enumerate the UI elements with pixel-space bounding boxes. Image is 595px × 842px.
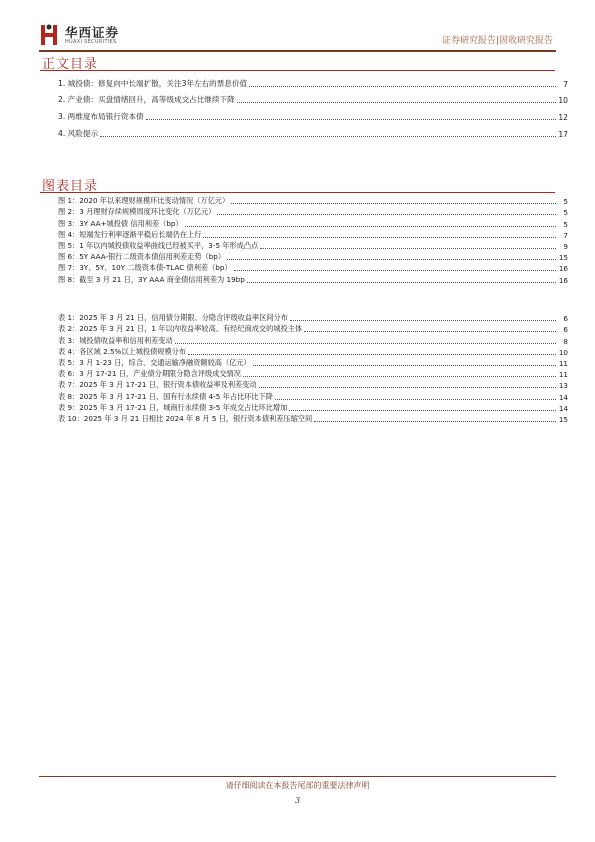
leader-dots [234,270,556,271]
figure-entry-title: 图 1：2020 年以来理财规模环比变动情况（万亿元） [58,196,230,206]
table-entry-title: 表 3：城投债收益率和信用利差变动 [58,335,173,345]
leader-dots [314,421,556,422]
leader-dots [290,320,556,321]
toc-entry-page: 10 [558,96,568,106]
footer-divider [39,776,556,777]
figure-entry-page: 5 [563,208,568,218]
figure-entry-page: 16 [558,275,568,285]
report-type-tag: 证券研究报告|固收研究报告 [441,36,553,46]
figure-entry-title: 图 4：短端发行利率逐渐平稳后长端仍在上行 [58,229,202,239]
figure-entry[interactable] [58,273,568,284]
toc-entry-title: 1. 城投债：修复向中长端扩散，关注3年左右的票息价值 [58,78,248,88]
huaxi-logo-icon [39,22,61,48]
leader-dots [247,282,556,283]
table-entry-page: 11 [558,358,568,368]
table-entry-title: 表 7：2025 年 3 月 17-21 日，银行资本债收益率及利差变动 [58,380,257,390]
leader-dots [227,259,556,260]
toc-entry[interactable] [58,122,568,139]
figure-entry[interactable] [58,251,568,262]
leader-dots [217,214,556,215]
figure-entry-page: 9 [563,241,568,251]
table-entry-page: 6 [563,314,568,324]
figure-entry-title: 图 3：3Y AA+城投债 信用利差（bp） [58,218,183,228]
leader-dots [231,203,556,204]
toc-entry-page: 17 [558,129,568,139]
figure-entry-page: 7 [563,230,568,240]
toc-section-divider [40,70,555,71]
toc-entry-page: 7 [563,79,568,89]
table-entry-page: 13 [558,381,568,391]
table-entry-page: 11 [558,370,568,380]
figure-list [58,195,568,285]
table-entry[interactable] [58,413,568,424]
table-entry-page: 14 [558,392,568,402]
leader-dots [259,387,556,388]
table-entry-page: 15 [558,414,568,424]
figure-entry-page: 5 [563,219,568,229]
table-entry[interactable] [58,323,568,334]
figure-entry[interactable] [58,240,568,251]
table-list [58,312,568,424]
figure-entry-title: 图 8：截至 3 月 21 日，3Y AAA 商金债信用利差为 19bp [58,274,245,284]
header-divider [39,50,556,52]
leader-dots [188,354,556,355]
toc-entry-page: 12 [558,113,568,123]
table-entry-title: 表 4：各区域 2.5%以上城投债规模分布 [58,346,187,356]
company-logo [39,22,159,52]
leader-dots [289,410,556,411]
leader-dots [237,102,556,103]
table-entry-page: 14 [558,403,568,413]
toc-entry-title: 2. 产业债：买盘情绪回升，高等级成交占比继续下降 [58,95,235,105]
figure-entry[interactable] [58,229,568,240]
leader-dots [243,376,556,377]
leader-dots [304,331,556,332]
table-entry[interactable] [58,379,568,390]
figure-entry-title: 图 6：5Y AAA-银行二级资本债信用利差走势（bp） [58,252,226,262]
leader-dots [146,119,556,120]
legal-disclaimer: 请仔细阅读在本报告尾部的重要法律声明 [225,781,370,790]
toc-entry[interactable] [58,105,568,122]
table-entry-title: 表 1：2025 年 3 月 21 日，信用债分期限、分隐含评级收益率区间分布 [58,313,288,323]
table-entry-title: 表 8：2025 年 3 月 17-21 日，国有行永续债 4-5 年占比环比下降 [58,391,273,401]
toc-entry[interactable] [58,89,568,106]
leader-dots [275,399,556,400]
figure-entry[interactable] [58,206,568,217]
toc-section-title: 正文目录 [42,57,99,72]
table-entry[interactable] [58,312,568,323]
table-entry-page: 6 [563,325,568,335]
table-entry[interactable] [58,346,568,357]
table-entry-page: 10 [558,347,568,357]
toc-entry-title: 3. 两维度布局银行资本债 [58,112,144,122]
leader-dots [203,237,556,238]
table-entry-title: 表 10：2025 年 3 月 21 日相比 2024 年 8 月 5 日，银行资本债利差压缩空间 [58,413,313,423]
figure-entry[interactable] [58,262,568,273]
table-entry-title: 表 5：3 月 1-23 日，综合、交通运输净融资额较高（亿元） [58,357,251,367]
leader-dots [185,226,556,227]
figure-entry-page: 15 [558,253,568,263]
figure-entry-page: 5 [563,197,568,207]
table-entry[interactable] [58,390,568,401]
leader-dots [249,86,556,87]
page-number: 3 [294,796,301,805]
figures-section-divider [40,192,555,193]
table-entry-title: 表 2：2025 年 3 月 21 日，1 年以内收益率较高、有经纪商成交的城投主体 [58,324,303,334]
figures-section-title: 图表目录 [42,179,99,194]
figure-entry[interactable] [58,195,568,206]
logo-english-name: HUAXI SECURITIES [65,39,117,45]
figure-entry-page: 16 [558,264,568,274]
table-entry-title: 表 6：3 月 17-21 日，产业债分期限分隐含评级成交情况 [58,369,241,379]
table-entry[interactable] [58,334,568,345]
figure-entry[interactable] [58,217,568,228]
figure-entry-title: 图 7：3Y、5Y、10Y 二级资本债-TLAC 债利差（bp） [58,263,232,273]
leader-dots [260,248,556,249]
leader-dots [175,343,556,344]
leader-dots [100,136,556,137]
table-entry[interactable] [58,402,568,413]
figure-entry-title: 图 5：1 年以内城投债收益率曲线已经被买平，3-5 年形成凸点 [58,240,259,250]
leader-dots [253,365,556,366]
toc-entry-title: 4. 风险提示 [58,128,99,138]
table-entry-title: 表 9：2025 年 3 月 17-21 日，城商行永续债 3-5 年成交占比环比增加 [58,402,288,412]
table-entry-page: 8 [563,336,568,346]
toc-list [58,72,568,139]
table-entry[interactable] [58,357,568,368]
toc-entry[interactable] [58,72,568,89]
logo-chinese-name: 华西证券 [65,25,120,40]
figure-entry-title: 图 2：3 月理财存续规模周度环比变化（万亿元） [58,207,216,217]
table-entry[interactable] [58,368,568,379]
